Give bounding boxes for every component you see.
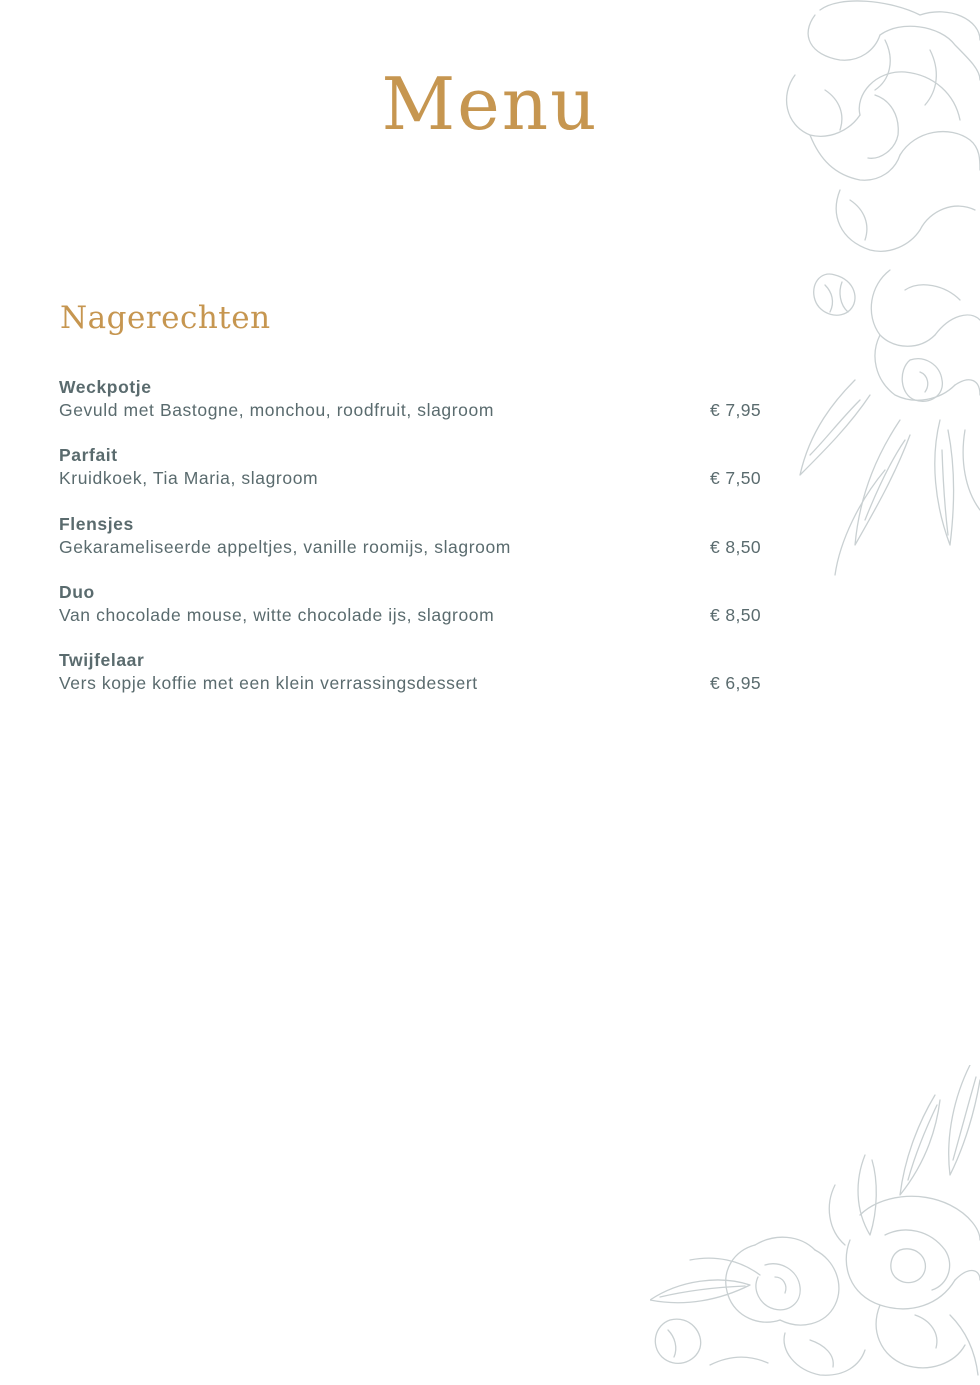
page-title: Menu (381, 62, 599, 146)
menu-item-price: € 7,50 (709, 468, 761, 489)
menu-item (59, 649, 761, 717)
menu-item (59, 581, 761, 649)
section-title: Nagerechten (60, 300, 271, 336)
menu-item-name: Parfait (59, 445, 118, 466)
menu-item-description: Van chocolade mouse, witte chocolade ijs, slagroom (59, 604, 495, 625)
menu-item (59, 376, 761, 444)
menu-item-name: Duo (59, 581, 95, 602)
menu-item-price: € 7,95 (709, 400, 761, 420)
menu-item (59, 513, 761, 581)
menu-item-description: Gekarameliseerde appeltjes, vanille roomijs, slagroom (59, 536, 511, 557)
menu-item-name: Weckpotje (59, 377, 152, 397)
menu-item-name: Twijfelaar (59, 650, 145, 671)
menu-item-description: Kruidkoek, Tia Maria, slagroom (59, 468, 319, 489)
menu-item-description: Gevuld met Bastogne, monchou, roodfruit, slagroom (59, 400, 495, 420)
menu-items-list (59, 376, 761, 717)
peony-bouquet-illustration-icon (650, 1065, 980, 1385)
menu-item-price: € 8,50 (709, 536, 761, 557)
menu-item-description: Vers kopje koffie met een klein verrassingsdessert (59, 673, 478, 694)
menu-item-price: € 8,50 (709, 604, 761, 625)
menu-item-name: Flensjes (59, 513, 134, 534)
menu-item (59, 444, 761, 512)
menu-item-price: € 6,95 (709, 673, 761, 694)
